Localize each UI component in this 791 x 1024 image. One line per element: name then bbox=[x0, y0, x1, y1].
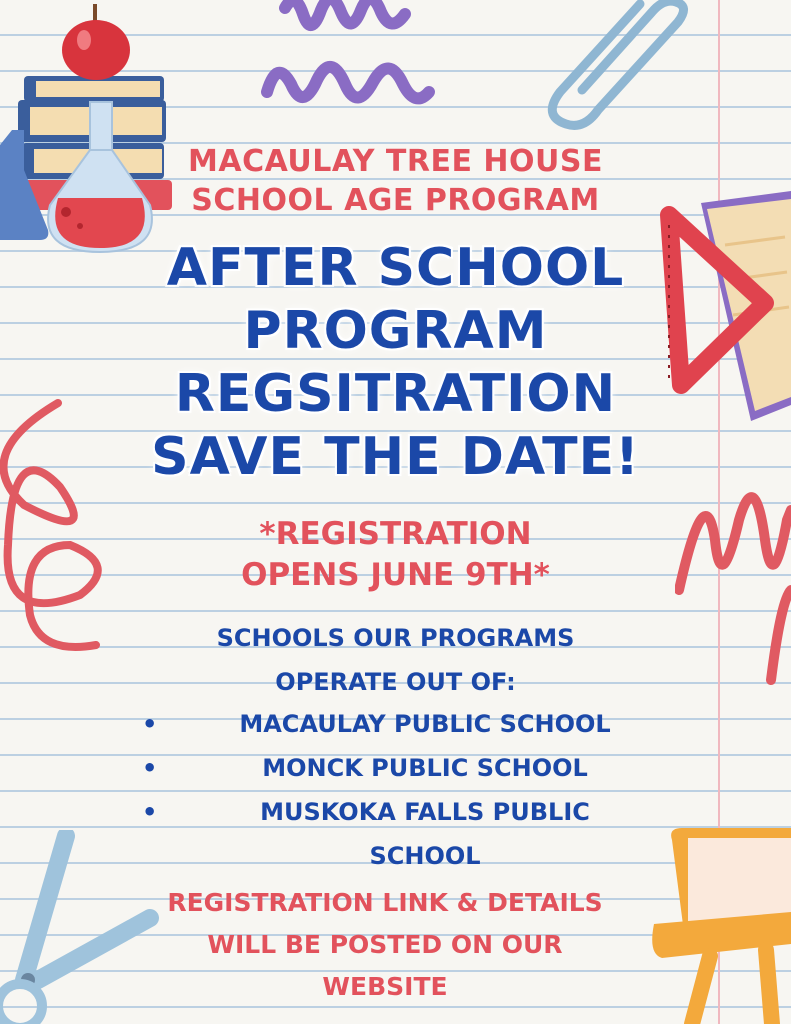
school-item-macaulay: MACAULAY PUBLIC SCHOOL bbox=[239, 710, 611, 738]
footer-line-1: REGISTRATION LINK & DETAILS bbox=[167, 888, 603, 917]
purple-squiggle bbox=[255, 0, 445, 130]
headline-line-4: SAVE THE DATE! bbox=[151, 427, 640, 487]
schools-intro-line-2: OPERATE OUT OF: bbox=[275, 668, 516, 696]
registration-date-line-1: *REGISTRATION bbox=[259, 516, 532, 552]
footer-line-2: WILL BE POSTED ON OUR bbox=[207, 930, 563, 959]
registration-date-line-2: OPENS JUNE 9TH* bbox=[241, 557, 550, 593]
school-item-muskoka-falls-cont: SCHOOL bbox=[369, 842, 481, 870]
bullet-1: • bbox=[142, 710, 158, 738]
organization-line-1: MACAULAY TREE HOUSE bbox=[188, 144, 603, 179]
school-item-muskoka-falls: MUSKOKA FALLS PUBLIC bbox=[260, 798, 590, 826]
headline bbox=[0, 237, 791, 489]
headline-line-3: REGSITRATION bbox=[174, 364, 617, 424]
bullet-2: • bbox=[142, 754, 158, 782]
organization-line-2: SCHOOL AGE PROGRAM bbox=[191, 183, 600, 218]
headline-line-2: PROGRAM bbox=[243, 301, 548, 361]
books-apple-flask-icon bbox=[0, 0, 175, 260]
schools-intro bbox=[0, 616, 791, 704]
bullet-3: • bbox=[142, 798, 158, 826]
organization-name bbox=[0, 142, 791, 220]
registration-date bbox=[0, 514, 791, 596]
schools-intro-line-1: SCHOOLS OUR PROGRAMS bbox=[216, 624, 575, 652]
footer-note bbox=[0, 882, 770, 1008]
school-item-monck: MONCK PUBLIC SCHOOL bbox=[262, 754, 588, 782]
headline-line-1: AFTER SCHOOL bbox=[166, 238, 625, 298]
paperclip-icon bbox=[520, 0, 710, 135]
school-list bbox=[200, 702, 650, 878]
footer-line-3: WEBSITE bbox=[322, 972, 448, 1001]
